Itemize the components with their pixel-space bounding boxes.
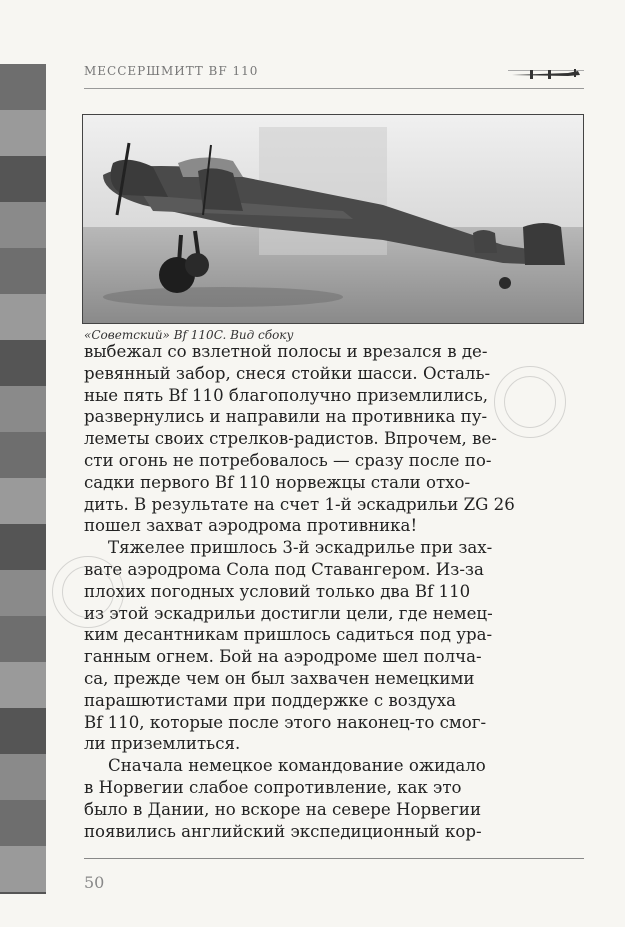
aircraft-photo bbox=[82, 114, 584, 324]
page-number: 50 bbox=[84, 873, 105, 892]
figure-caption: «Советский» Bf 110C. Вид сбоку bbox=[84, 328, 294, 342]
text-line: из этой эскадрильи достигли цели, где немец- bbox=[84, 603, 493, 623]
text-line: ганным огнем. Бой на аэродроме шел полча- bbox=[84, 647, 482, 667]
page-edge-bar bbox=[0, 64, 46, 894]
text-line: леметы своих стрелков-радистов. Впрочем, ве- bbox=[84, 429, 497, 449]
text-line: плохих погодных условий только два Bf 110 bbox=[84, 581, 471, 601]
header-rule bbox=[84, 88, 584, 89]
text-line: дить. В результате на счет 1-й эскадрильи ZG 26 bbox=[84, 494, 515, 514]
bf110-side-view-illustration bbox=[83, 115, 583, 323]
text-line: ли приземлиться. bbox=[84, 734, 241, 754]
text-line: Тяжелее пришлось 3-й эскадрилье при зах- bbox=[108, 538, 493, 558]
footer-rule bbox=[84, 858, 584, 859]
running-header-title: МЕССЕРШМИТТ BF 110 bbox=[84, 64, 259, 78]
text-line: садки первого Bf 110 норвежцы стали отхо- bbox=[84, 472, 471, 492]
text-line: вате аэродрома Сола под Ставангером. Из-за bbox=[84, 559, 484, 579]
body-text bbox=[84, 341, 515, 842]
text-line: парашютистами при поддержке с воздуха bbox=[84, 690, 457, 710]
text-line: пошел захват аэродрома противника! bbox=[84, 516, 418, 536]
library-stamp-mark bbox=[62, 566, 114, 618]
text-line: было в Дании, но вскоре на севере Норвегии bbox=[84, 799, 482, 819]
aircraft-silhouette-icon bbox=[508, 66, 584, 82]
text-line: ким десантникам пришлось садиться под ура- bbox=[84, 625, 493, 645]
text-line: Bf 110, которые после этого наконец-то смог- bbox=[84, 712, 487, 732]
text-line: в Норвегии слабое сопротивление, как это bbox=[84, 777, 462, 797]
text-line: сти огонь не потребовалось — сразу после по- bbox=[84, 450, 492, 470]
library-stamp-mark bbox=[504, 376, 556, 428]
text-line: Сначала немецкое командование ожидало bbox=[108, 756, 486, 776]
text-line: са, прежде чем он был захвачен немецкими bbox=[84, 668, 475, 688]
text-line: выбежал со взлетной полосы и врезался в де- bbox=[84, 342, 488, 361]
text-line: появились английский экспедиционный кор- bbox=[84, 821, 482, 841]
text-line: развернулись и направили на противника пу- bbox=[84, 407, 488, 427]
text-line: ревянный забор, снеся стойки шасси. Осталь- bbox=[84, 363, 491, 383]
text-line: ные пять Bf 110 благополучно приземлились, bbox=[84, 385, 489, 405]
